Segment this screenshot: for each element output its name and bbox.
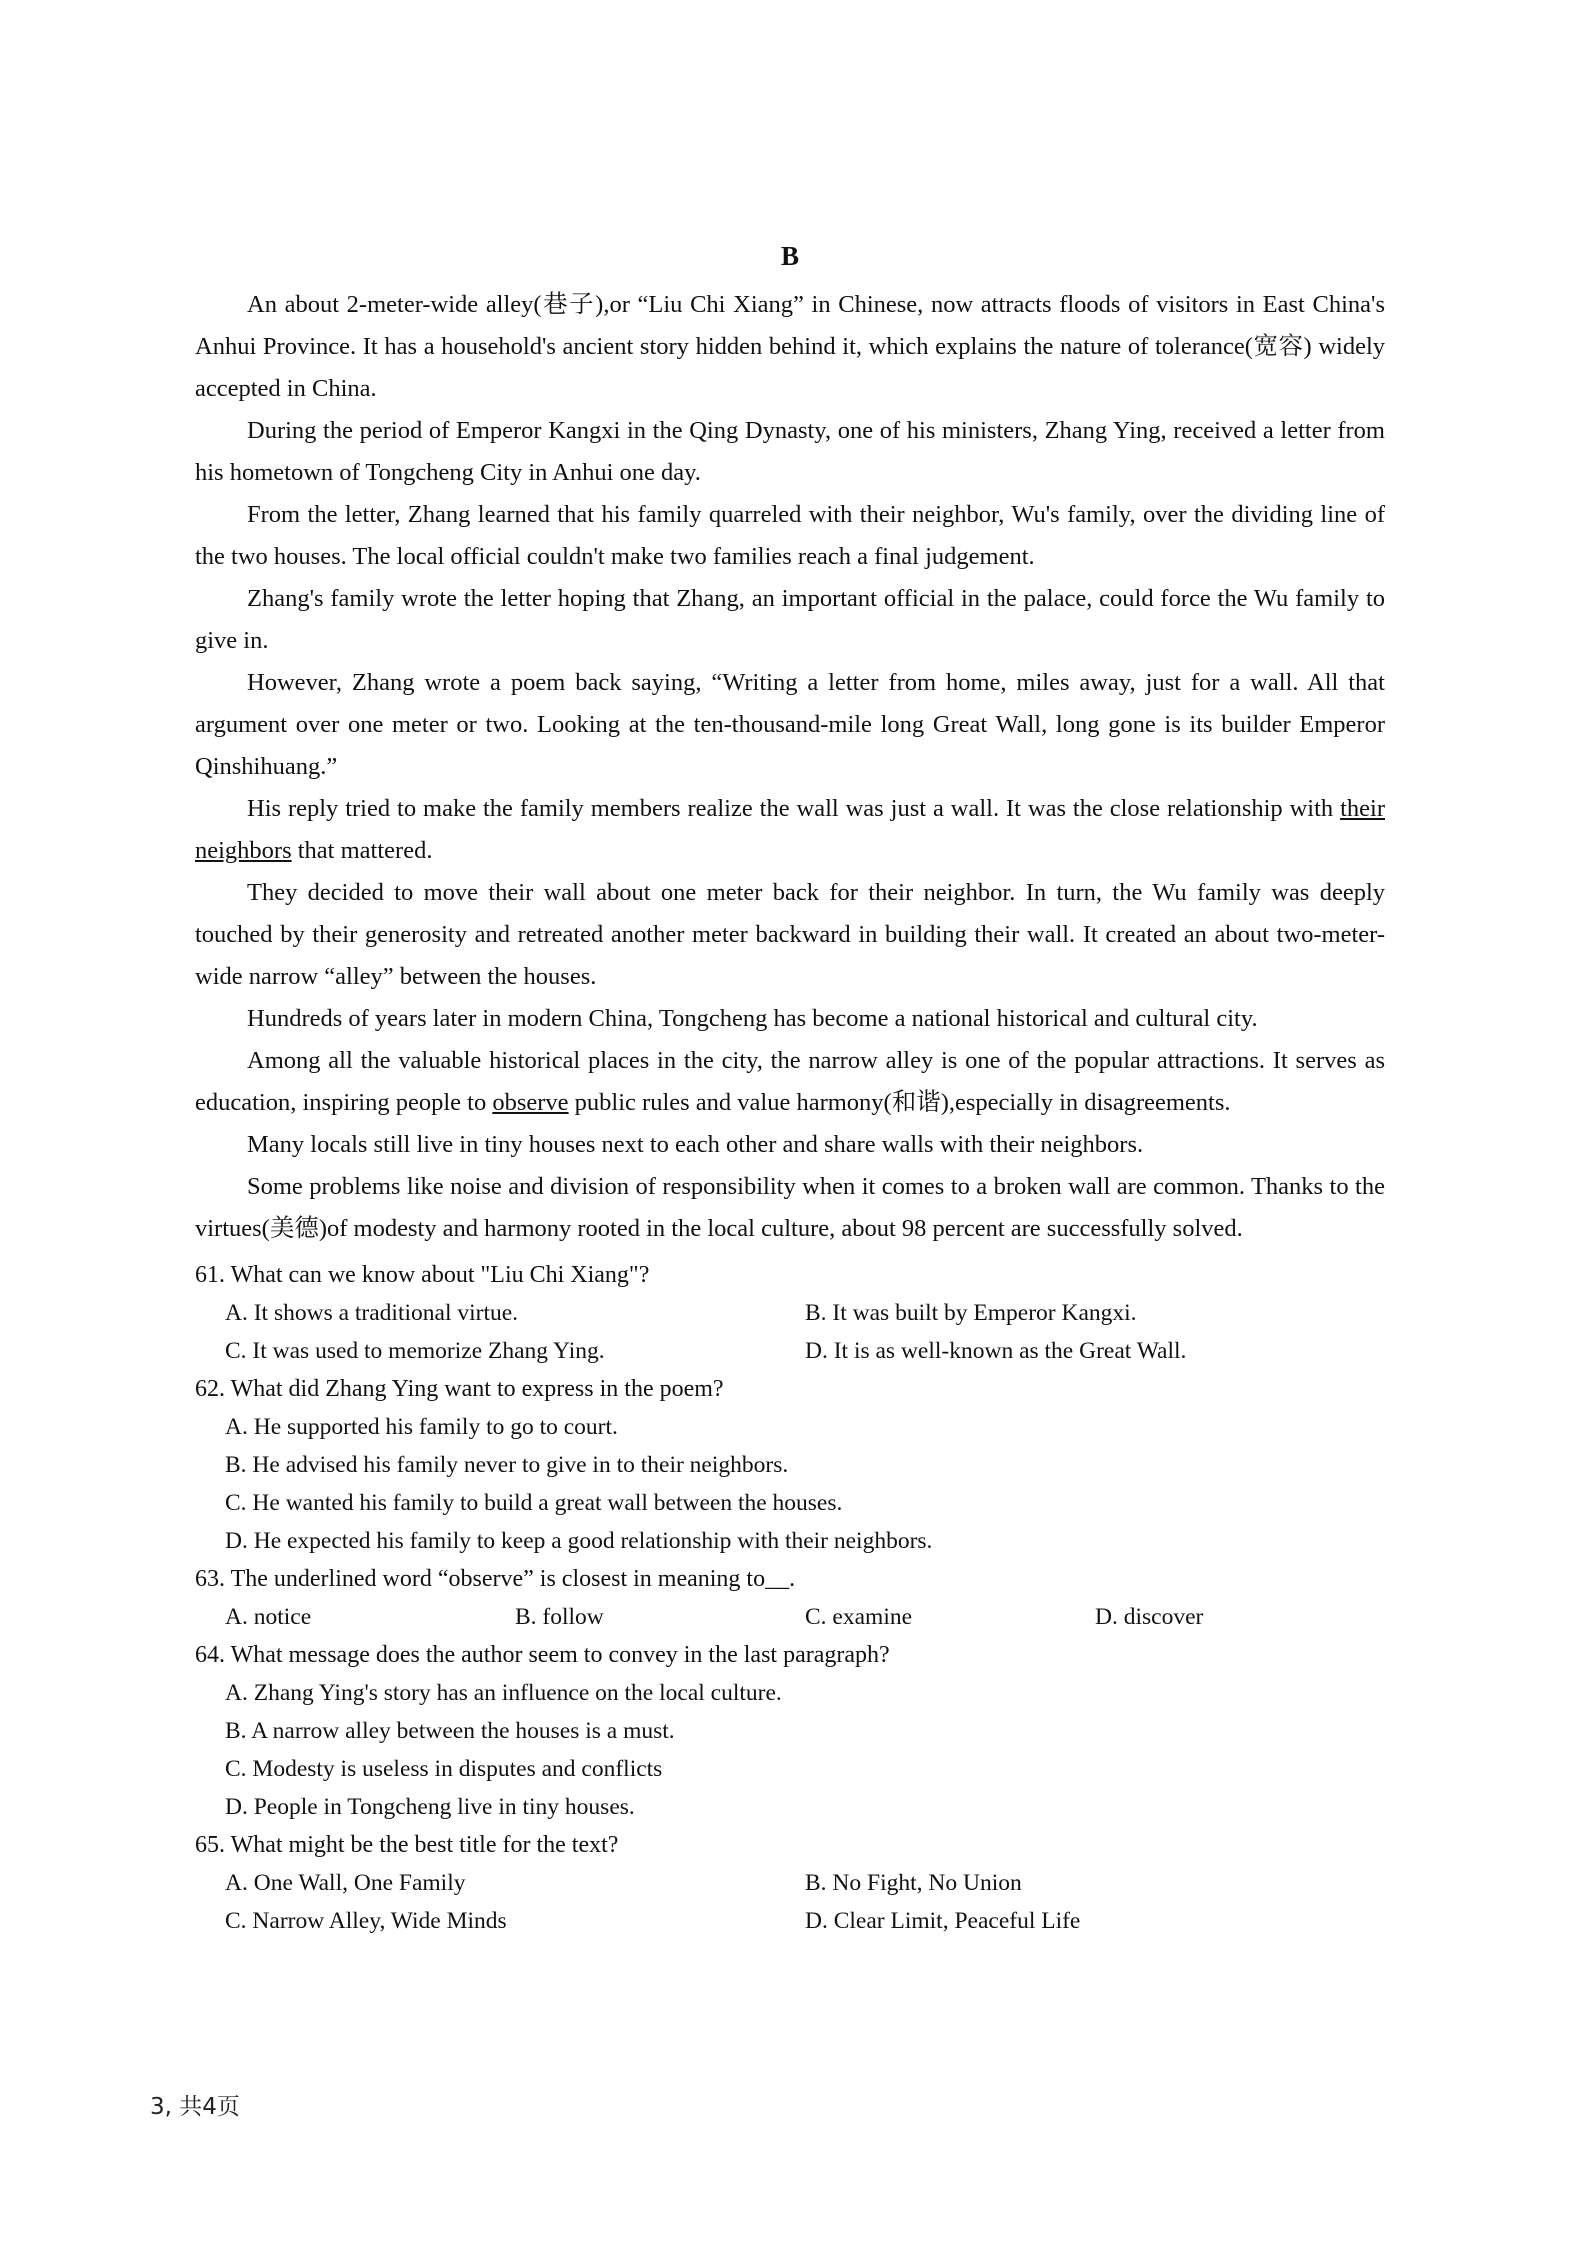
answer-option: C. It was used to memorize Zhang Ying.: [225, 1338, 605, 1364]
answer-option: A. notice: [225, 1604, 312, 1630]
passage-text: public rules and value harmony(和谐),especially in disagreements.: [568, 1089, 1231, 1116]
answer-option: A. One Wall, One Family: [225, 1870, 466, 1896]
question-stem: 61. What can we know about "Liu Chi Xiang"?: [195, 1262, 650, 1288]
passage-paragraph: Many locals still live in tiny houses next to each other and share walls with their neighbors.: [247, 1131, 1144, 1158]
passage-paragraph: During the period of Emperor Kangxi in the Qing Dynasty, one of his ministers, Zhang Ying, received a letter from his hometown of Tongcheng City in Anhui one day.: [195, 417, 1385, 486]
answer-option: D. Clear Limit, Peaceful Life: [805, 1908, 1081, 1934]
passage-paragraph: Zhang's family wrote the letter hoping that Zhang, an important official in the palace, could force the Wu family to give in.: [195, 585, 1385, 654]
question-item: [195, 1370, 1385, 1560]
question-stem: 62. What did Zhang Ying want to express in the poem?: [195, 1376, 724, 1402]
question-stem: 64. What message does the author seem to convey in the last paragraph?: [195, 1642, 890, 1668]
answer-option: A. He supported his family to go to court.: [225, 1414, 618, 1440]
answer-option: A. Zhang Ying's story has an influence on the local culture.: [225, 1680, 782, 1706]
page-footer: 3, 共4页: [150, 2094, 240, 2120]
answer-option: C. Modesty is useless in disputes and conflicts: [225, 1756, 663, 1782]
passage-paragraph: [195, 1040, 1385, 1124]
question-stem: 65. What might be the best title for the text?: [195, 1832, 619, 1858]
answer-option: A. It shows a traditional virtue.: [225, 1300, 519, 1326]
passage-paragraph: They decided to move their wall about one meter back for their neighbor. In turn, the Wu family was deeply touched by their generosity and retreated another meter backward in building their wall. It created an about two-meter-wide narrow “alley” between the houses.: [195, 879, 1385, 990]
passage-text: that mattered.: [291, 837, 433, 864]
answer-option: B. follow: [515, 1604, 604, 1630]
question-list: [195, 1256, 1385, 1940]
question-item: [195, 1826, 1385, 1940]
answer-option: C. He wanted his family to build a great wall between the houses.: [225, 1490, 843, 1516]
passage-paragraph: [195, 788, 1385, 872]
answer-option: D. discover: [1095, 1604, 1204, 1630]
answer-option: B. He advised his family never to give in to their neighbors.: [225, 1452, 789, 1478]
question-item: [195, 1256, 1385, 1370]
answer-option: B. It was built by Emperor Kangxi.: [805, 1300, 1137, 1326]
answer-option: D. It is as well-known as the Great Wall.: [805, 1338, 1187, 1364]
passage-paragraph: An about 2-meter-wide alley(巷子),or “Liu Chi Xiang” in Chinese, now attracts floods of visitors in East China's Anhui Province. It has a household's ancient story hidden behind it, which explains the nature of tolerance(宽容) widely accepted in China.: [195, 291, 1385, 402]
underlined-word: observe: [492, 1089, 569, 1116]
passage-paragraph: However, Zhang wrote a poem back saying, “Writing a letter from home, miles away, just for a wall. All that argument over one meter or two. Looking at the ten-thousand-mile long Great Wall, long gone is its builder Emperor Qinshihuang.”: [195, 669, 1385, 780]
reading-passage: [195, 284, 1385, 1250]
answer-option: D. He expected his family to keep a good relationship with their neighbors.: [225, 1528, 933, 1554]
question-item: [195, 1560, 1385, 1636]
passage-text: Among all the valuable historical places in the city, the narrow alley is one of the popular attractions. It serves as education, inspiring people to: [195, 1047, 1385, 1116]
passage-text: His reply tried to make the family members realize the wall was just a wall. It was the close relationship with: [247, 795, 1341, 822]
answer-option: D. People in Tongcheng live in tiny houses.: [225, 1794, 635, 1820]
answer-option: B. No Fight, No Union: [805, 1870, 1022, 1896]
answer-option: C. Narrow Alley, Wide Minds: [225, 1908, 507, 1934]
underlined-phrase: their neighbors: [195, 795, 1385, 864]
passage-paragraph: Some problems like noise and division of responsibility when it comes to a broken wall are common. Thanks to the virtues(美德)of modesty and harmony rooted in the local culture, about 98 percent are successfully solved.: [195, 1173, 1385, 1242]
answer-option: C. examine: [805, 1604, 913, 1630]
question-stem: 63. The underlined word “observe” is closest in meaning to__.: [195, 1566, 796, 1592]
section-title: B: [780, 241, 799, 271]
exam-page: [195, 240, 1385, 1940]
question-item: [195, 1636, 1385, 1826]
answer-option: B. A narrow alley between the houses is a must.: [225, 1718, 675, 1744]
passage-paragraph: From the letter, Zhang learned that his family quarreled with their neighbor, Wu's family, over the dividing line of the two houses. The local official couldn't make two families reach a final judgement.: [195, 501, 1385, 570]
passage-paragraph: Hundreds of years later in modern China, Tongcheng has become a national historical and cultural city.: [247, 1005, 1258, 1032]
